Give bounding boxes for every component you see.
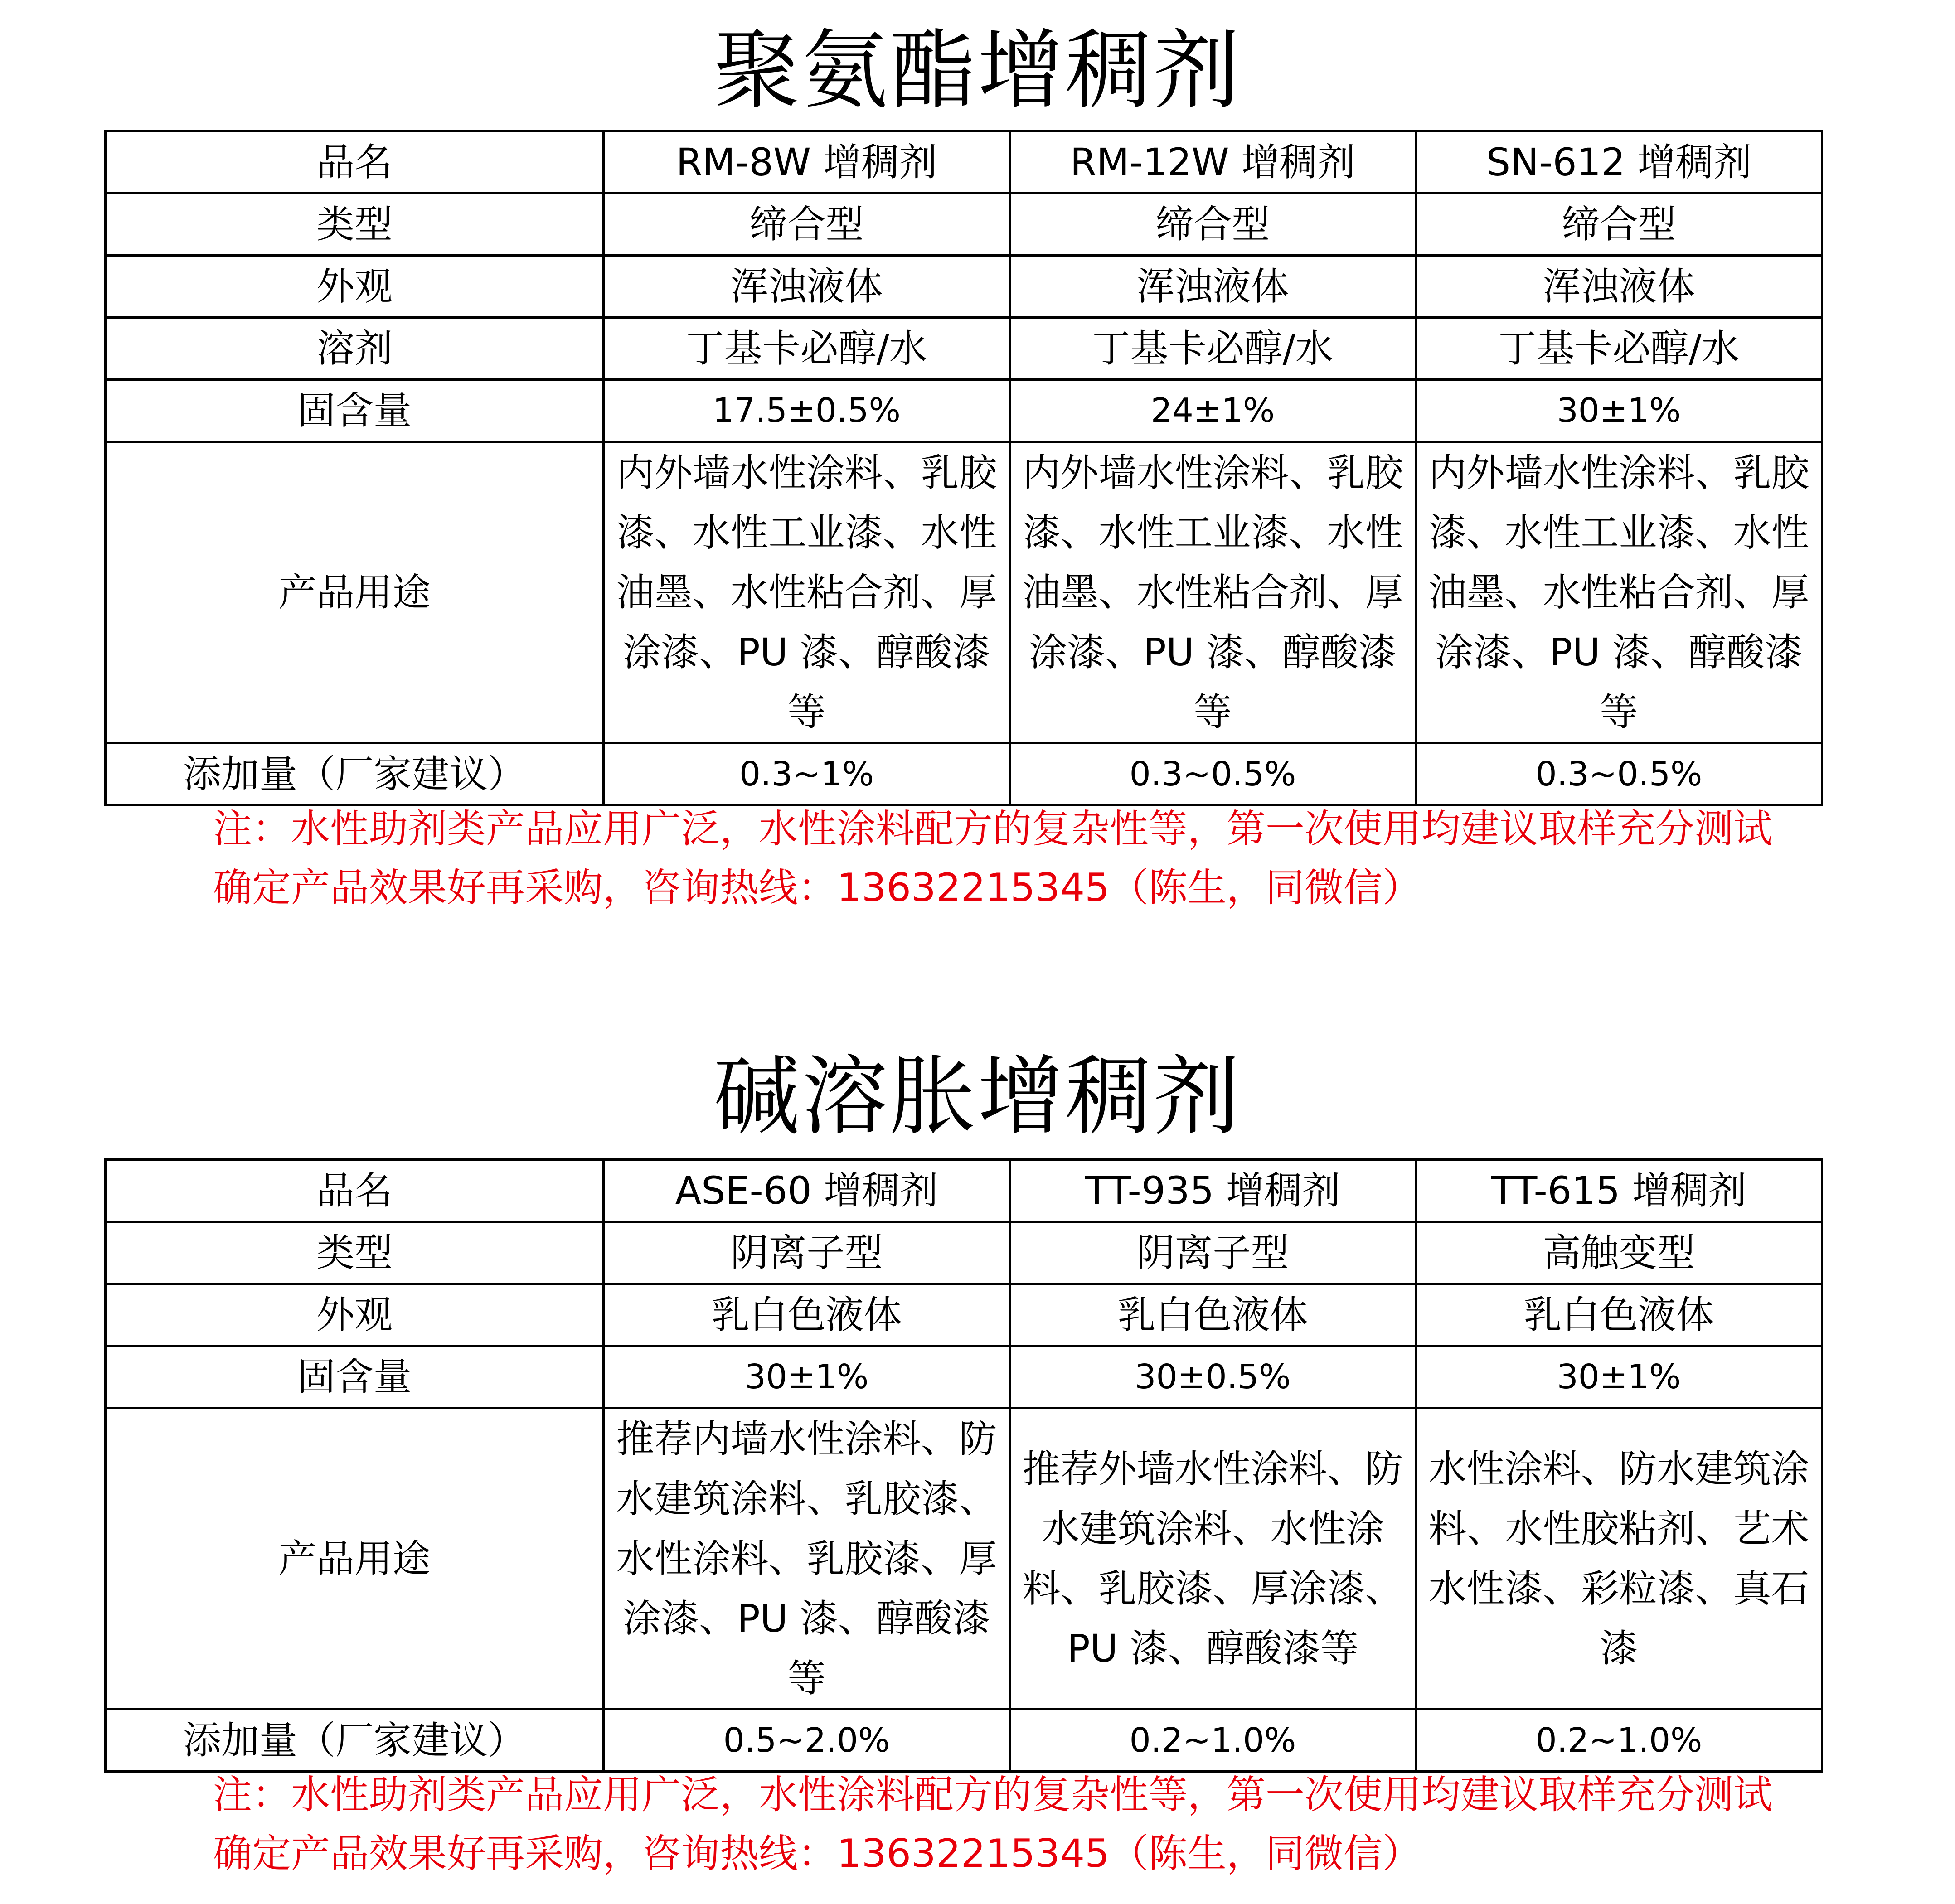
table-cell: 水性涂料、防水建筑涂料、水性胶粘剂、艺术水性漆、彩粒漆、真石漆 <box>1416 1408 1822 1710</box>
table-row-appearance <box>106 1284 1822 1346</box>
table-cell: 浑浊液体 <box>1416 256 1822 318</box>
table-cell: 0.2~1.0% <box>1010 1710 1416 1772</box>
table-cell: SN-612 增稠剂 <box>1416 131 1822 194</box>
table-cell: 30±0.5% <box>1010 1346 1416 1408</box>
table-cell: 乳白色液体 <box>1010 1284 1416 1346</box>
table-cell: TT-935 增稠剂 <box>1010 1160 1416 1222</box>
table-cell: 缔合型 <box>1010 194 1416 256</box>
table-cell: 24±1% <box>1010 380 1416 442</box>
table-cell: 缔合型 <box>1416 194 1822 256</box>
table-cell: 0.3~0.5% <box>1416 743 1822 805</box>
table-cell: 阴离子型 <box>1010 1222 1416 1284</box>
row-label: 类型 <box>106 1222 604 1284</box>
table-cell: TT-615 增稠剂 <box>1416 1160 1822 1222</box>
row-label: 固含量 <box>106 1346 604 1408</box>
table-cell: 缔合型 <box>604 194 1010 256</box>
row-label: 外观 <box>106 1284 604 1346</box>
table-cell: 浑浊液体 <box>604 256 1010 318</box>
table-row-solids <box>106 1346 1822 1408</box>
table-row-type <box>106 194 1822 256</box>
row-label: 溶剂 <box>106 318 604 380</box>
table-cell: 丁基卡必醇/水 <box>604 318 1010 380</box>
table-cell: 推荐外墙水性涂料、防水建筑涂料、水性涂料、乳胶漆、厚涂漆、PU 漆、醇酸漆等 <box>1010 1408 1416 1710</box>
table-cell: 0.3~1% <box>604 743 1010 805</box>
table-cell: 0.5~2.0% <box>604 1710 1010 1772</box>
table-cell: 乳白色液体 <box>1416 1284 1822 1346</box>
spec-table-alkali-swellable <box>104 1158 1823 1773</box>
row-label: 产品用途 <box>106 442 604 743</box>
table-cell: 内外墙水性涂料、乳胶漆、水性工业漆、水性油墨、水性粘合剂、厚涂漆、PU 漆、醇酸漆等 <box>604 442 1010 743</box>
note-text <box>213 1765 1845 1883</box>
table-cell: 30±1% <box>604 1346 1010 1408</box>
table-row-name <box>106 1160 1822 1222</box>
table-cell: 0.2~1.0% <box>1416 1710 1822 1772</box>
section-title-polyurethane: 聚氨酯增稠剂 <box>713 20 1242 121</box>
table-row-dosage <box>106 743 1822 805</box>
row-label: 外观 <box>106 256 604 318</box>
table-row-type <box>106 1222 1822 1284</box>
table-cell: 丁基卡必醇/水 <box>1010 318 1416 380</box>
table-row-appearance <box>106 256 1822 318</box>
row-label: 添加量（厂家建议） <box>106 1710 604 1772</box>
table-cell: 浑浊液体 <box>1010 256 1416 318</box>
table-cell: 30±1% <box>1416 380 1822 442</box>
table-cell: 内外墙水性涂料、乳胶漆、水性工业漆、水性油墨、水性粘合剂、厚涂漆、PU 漆、醇酸漆等 <box>1416 442 1822 743</box>
table-cell: RM-12W 增稠剂 <box>1010 131 1416 194</box>
spec-table-polyurethane <box>104 130 1823 806</box>
table-row-solids <box>106 380 1822 442</box>
table-row-dosage <box>106 1710 1822 1772</box>
table-cell: 内外墙水性涂料、乳胶漆、水性工业漆、水性油墨、水性粘合剂、厚涂漆、PU 漆、醇酸漆等 <box>1010 442 1416 743</box>
row-label: 固含量 <box>106 380 604 442</box>
row-label: 产品用途 <box>106 1408 604 1710</box>
table-row-name <box>106 131 1822 194</box>
section-title-alkali-swellable: 碱溶胀增稠剂 <box>713 1046 1242 1147</box>
row-label: 品名 <box>106 1160 604 1222</box>
note-line: 确定产品效果好再采购，咨询热线：13632215345（陈生，同微信） <box>213 1831 1421 1876</box>
table-row-solvent <box>106 318 1822 380</box>
table-cell: 0.3~0.5% <box>1010 743 1416 805</box>
row-label: 品名 <box>106 131 604 194</box>
table-cell: 高触变型 <box>1416 1222 1822 1284</box>
table-cell: 丁基卡必醇/水 <box>1416 318 1822 380</box>
row-label: 添加量（厂家建议） <box>106 743 604 805</box>
table-cell: 推荐内墙水性涂料、防水建筑涂料、乳胶漆、水性涂料、乳胶漆、厚涂漆、PU 漆、醇酸漆等 <box>604 1408 1010 1710</box>
table-cell: 阴离子型 <box>604 1222 1010 1284</box>
note-text <box>213 799 1845 917</box>
table-row-usage <box>106 1408 1822 1710</box>
table-cell: 乳白色液体 <box>604 1284 1010 1346</box>
table-cell: 17.5±0.5% <box>604 380 1010 442</box>
table-row-usage <box>106 442 1822 743</box>
note-line: 确定产品效果好再采购，咨询热线：13632215345（陈生，同微信） <box>213 865 1421 911</box>
note-line: 注：水性助剂类产品应用广泛，水性涂料配方的复杂性等，第一次使用均建议取样充分测试 <box>213 1772 1772 1817</box>
table-cell: ASE-60 增稠剂 <box>604 1160 1010 1222</box>
row-label: 类型 <box>106 194 604 256</box>
table-cell: 30±1% <box>1416 1346 1822 1408</box>
table-cell: RM-8W 增稠剂 <box>604 131 1010 194</box>
note-line: 注：水性助剂类产品应用广泛，水性涂料配方的复杂性等，第一次使用均建议取样充分测试 <box>213 806 1772 852</box>
